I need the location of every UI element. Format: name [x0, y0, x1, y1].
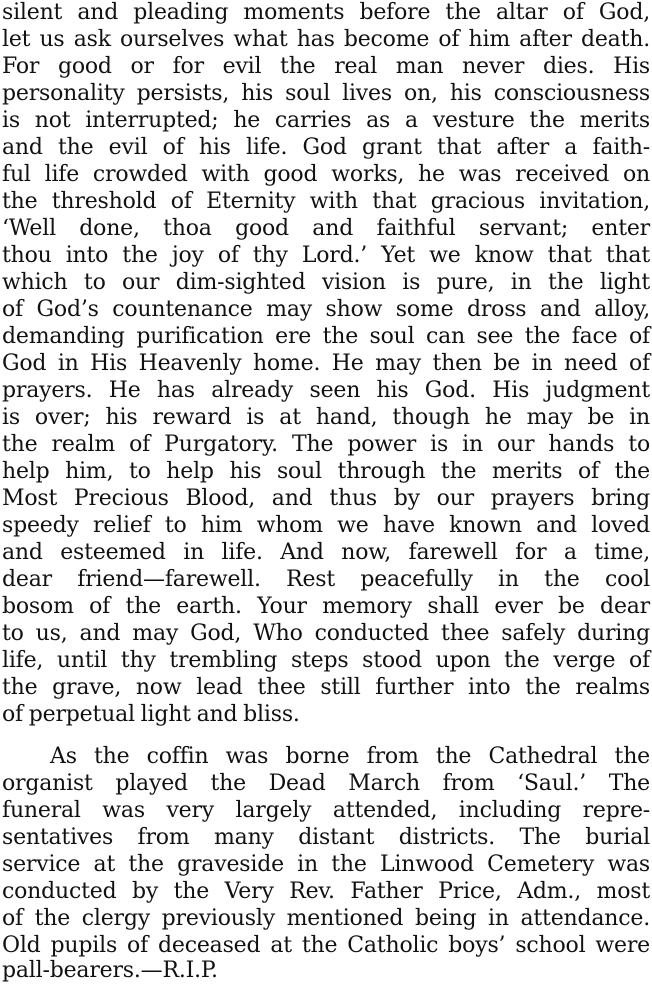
- text-line: demanding purification ere the soul can see the face of: [2, 324, 650, 349]
- text-line: Most Precious Blood, and thus by our prayers bring: [2, 486, 650, 511]
- text-line: is not interrupted; he carries as a vesture the merits: [2, 108, 650, 133]
- text-line: let us ask ourselves what has become of him after death.: [2, 27, 650, 52]
- text-line: help him, to help his soul through the merits of the: [2, 459, 650, 484]
- text-line: thou into the joy of thy Lord.’ Yet we know that that: [2, 243, 650, 268]
- text-line: For good or for evil the real man never dies. His: [2, 54, 650, 79]
- text-line: which to our dim-sighted vision is pure, in the light: [2, 270, 650, 295]
- text-line: ful life crowded with good works, he was received on: [2, 162, 650, 187]
- text-line: of the clergy previously mentioned being in attendance.: [2, 906, 650, 931]
- text-line: is over; his reward is at hand, though he may be in: [2, 405, 650, 430]
- text-line: and esteemed in life. And now, farewell for a time,: [2, 540, 650, 565]
- text-line: the realm of Purgatory. The power is in our hands to: [2, 432, 650, 457]
- text-line: bosom of the earth. Your memory shall ever be dear: [2, 594, 650, 619]
- text-line: the grave, now lead thee still further into the realms: [2, 675, 650, 700]
- text-line: organist played the Dead March from ‘Saul.’ The: [2, 771, 650, 796]
- text-line: life, until thy trembling steps stood upon the verge of: [2, 648, 650, 673]
- text-line: Old pupils of deceased at the Catholic boys’ school were: [2, 933, 650, 958]
- text-line: to us, and may God, Who conducted thee safely during: [2, 621, 650, 646]
- text-line: service at the graveside in the Linwood Cemetery was: [2, 852, 650, 877]
- text-line: funeral was very largely attended, including repre-: [2, 798, 650, 823]
- text-line: prayers. He has already seen his God. His judgment: [2, 378, 650, 403]
- text-line: of perpetual light and bliss.: [2, 702, 300, 727]
- text-line: speedy relief to him whom we have known and loved: [2, 513, 650, 538]
- text-line: ‘Well done, thoa good and faithful servant; enter: [2, 216, 650, 241]
- text-line: pall-bearers.—R.I.P.: [2, 958, 218, 983]
- text-line: the threshold of Eternity with that gracious invitation,: [2, 189, 650, 214]
- text-line: God in His Heavenly home. He may then be in need of: [2, 351, 650, 376]
- text-line: sentatives from many distant districts. The burial: [2, 825, 650, 850]
- text-line: personality persists, his soul lives on, his consciousness: [2, 81, 650, 106]
- text-line: and the evil of his life. God grant that after a faith-: [2, 135, 650, 160]
- text-line: of God’s countenance may show some dross and alloy,: [2, 297, 650, 322]
- paragraph-first-line: As the coffin was borne from the Cathedral the: [50, 744, 650, 769]
- text-line: silent and pleading moments before the altar of God,: [2, 0, 650, 25]
- text-line: dear friend—farewell. Rest peacefully in the cool: [2, 567, 650, 592]
- text-line: conducted by the Very Rev. Father Price, Adm., most: [2, 879, 650, 904]
